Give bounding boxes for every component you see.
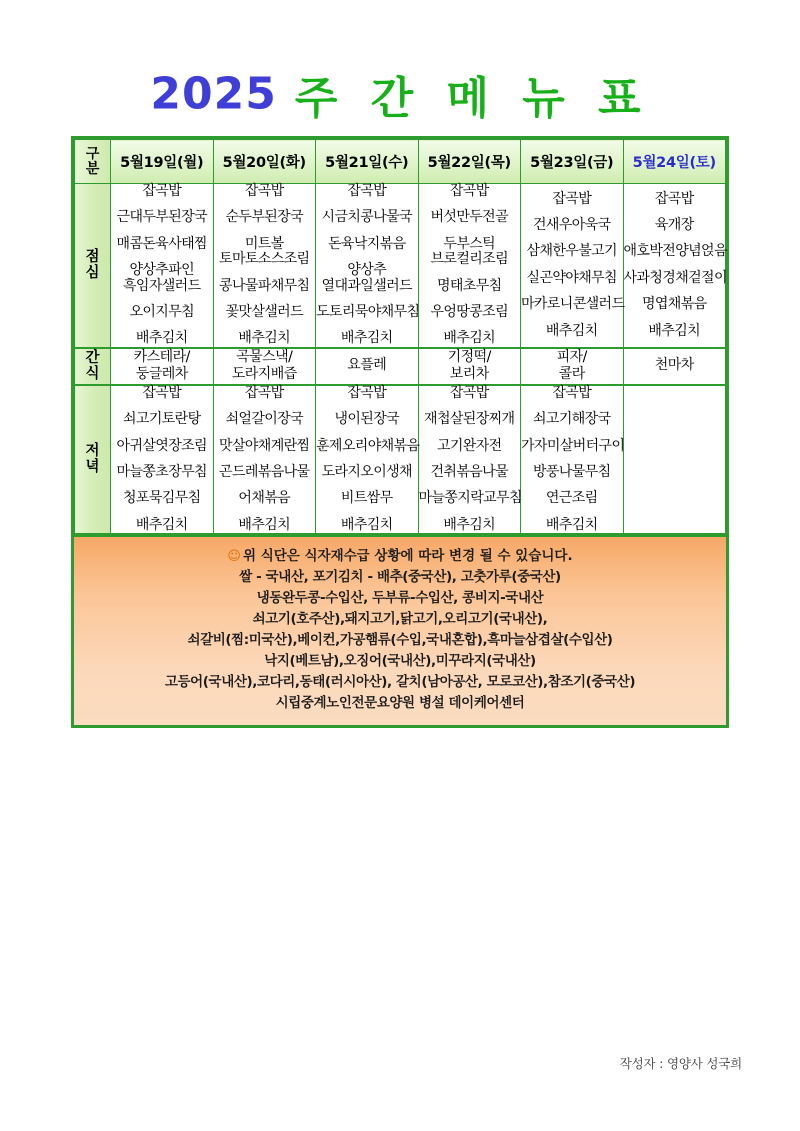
- weekly-menu-table-container: [71, 136, 729, 728]
- row-dinner: [75, 385, 726, 534]
- header-cell-wed: 5월21일(수): [316, 140, 419, 184]
- menu-item: 기정떡/ 보리차: [419, 349, 521, 384]
- menu-item: 버섯만두전골: [430, 209, 509, 226]
- menu-item: 우엉땅콩조림: [430, 303, 509, 320]
- gubun-line1: 구: [85, 145, 100, 162]
- menu-item: 도라지오이생채: [321, 463, 412, 480]
- row-label-lunch: [75, 184, 111, 348]
- notice-line-4: 쇠갈비(찜:미국산),베이컨,가공햄류(수입,국내혼합),흑마늘삼겹살(수입산): [187, 631, 613, 648]
- dinner-cell-tue: [213, 385, 316, 534]
- menu-item-line2: 콜라: [558, 366, 585, 383]
- menu-item: 마늘쫑지락교무침: [418, 490, 522, 507]
- menu-item: 배추김치: [238, 330, 291, 347]
- menu-item: 잡곡밥: [244, 384, 284, 401]
- menu-item: 잡곡밥: [142, 384, 182, 401]
- header-cell-gubun: [75, 140, 111, 184]
- menu-item: 명태초무침: [436, 277, 502, 294]
- dinner-cell-thu: [418, 385, 521, 534]
- dinner-cell-mon: [111, 385, 214, 534]
- row-label-dinner: [75, 385, 111, 534]
- notice-line-5: 낙지(베트남),오징어(국내산),미꾸라지(국내산): [264, 652, 536, 669]
- lunch-cell-thu: [418, 184, 521, 348]
- menu-item: 잡곡밥: [244, 183, 284, 199]
- header-cell-sat: 5월24일(토): [623, 140, 726, 184]
- menu-item: 청포묵김무침: [122, 490, 201, 507]
- snack-cell-sat: [623, 348, 726, 385]
- menu-item: 카스테라/ 둥글레차: [111, 349, 213, 384]
- menu-item: 배추김치: [443, 330, 496, 347]
- menu-item: 건새우아욱국: [532, 217, 611, 234]
- menu-item: 아귀살엿장조림: [116, 437, 207, 454]
- lunch-cell-sat: [623, 184, 726, 348]
- header-cell-tue: 5월20일(화): [213, 140, 316, 184]
- notice-line-0: [80, 546, 720, 567]
- menu-item: 쇠고기토란탕: [122, 411, 201, 428]
- menu-item: 곤드레볶음나물: [219, 463, 310, 480]
- snack-cell-tue: [213, 348, 316, 385]
- notice-line-2: 냉동완두콩-수입산, 두부류-수입산, 콩비지-국내산: [256, 590, 544, 607]
- menu-item: 잡곡밥: [654, 190, 694, 207]
- menu-item: 돈육낙지볶음: [327, 235, 406, 252]
- table-header-row: [75, 140, 726, 184]
- lunch-cell-mon: [111, 184, 214, 348]
- table-body: [75, 184, 726, 534]
- menu-item: 요플레: [347, 357, 387, 374]
- menu-item: 배추김치: [340, 516, 393, 533]
- notice-line-0-text: 위 식단은 식자재수급 상황에 따라 변경 될 수 있습니다.: [242, 548, 573, 565]
- title-main-text: 주 간 메 뉴 표: [294, 73, 650, 124]
- menu-item: 잡곡밥: [552, 384, 592, 401]
- title-year: 2025: [150, 68, 277, 120]
- weekly-menu-table: [74, 139, 726, 534]
- menu-item-line2: 열대과일샐러드: [321, 277, 412, 294]
- smiley-icon: ☺: [227, 549, 241, 565]
- menu-item: 콩나물파채무침: [219, 277, 310, 294]
- snack-cell-fri: [521, 348, 624, 385]
- menu-item: 잡곡밥: [142, 183, 182, 199]
- menu-item: 잡곡밥: [449, 384, 489, 401]
- menu-item: 마늘쫑초장무침: [116, 463, 207, 480]
- menu-item: 잡곡밥: [552, 190, 592, 207]
- menu-item: 배추김치: [545, 516, 598, 533]
- dinner-cell-wed: [316, 385, 419, 534]
- menu-item: 육개장: [654, 217, 694, 234]
- menu-item: 마카로니콘샐러드: [521, 296, 625, 313]
- menu-item: 배추김치: [340, 330, 393, 347]
- origin-notice-block: [74, 534, 726, 725]
- lunch-cell-wed: [316, 184, 419, 348]
- lunch-cell-tue: [213, 184, 316, 348]
- menu-item: 방풍나물무침: [532, 463, 611, 480]
- menu-item: 도토리묵야채무침: [316, 303, 420, 320]
- menu-item: 고기완자전: [436, 437, 502, 454]
- menu-item: 배추김치: [545, 322, 598, 339]
- menu-item: 잡곡밥: [449, 183, 489, 199]
- menu-item: 삼채한우불고기: [526, 243, 617, 260]
- menu-item: 쇠고기해장국: [532, 411, 611, 428]
- menu-item: 명엽채볶음: [641, 296, 707, 313]
- notice-line-7: 시립중계노인전문요양원 병설 데이케어센터: [275, 694, 525, 711]
- table-header: [75, 140, 726, 184]
- snack-cell-wed: [316, 348, 419, 385]
- gubun-line2: 분: [85, 160, 100, 177]
- menu-item: 잡곡밥: [347, 384, 387, 401]
- menu-item: 쇠얼갈이장국: [225, 411, 304, 428]
- lunch-cell-fri: [521, 184, 624, 348]
- menu-item: 순두부된장국: [225, 209, 304, 226]
- dinner-cell-fri: [521, 385, 624, 534]
- menu-item: 애호박전양념얹음: [623, 243, 727, 260]
- menu-item: 양상추파인 흑임자샐러드: [111, 263, 213, 294]
- menu-item: 근대두부된장국: [116, 209, 207, 226]
- menu-item: 사과청경채겉절이: [623, 269, 727, 286]
- row-label-snack-line2: 식: [85, 366, 100, 383]
- menu-item-line2: 둥글레차: [135, 366, 188, 383]
- menu-item: 잡곡밥: [347, 183, 387, 199]
- menu-item: 냉이된장국: [334, 411, 400, 428]
- menu-item: 배추김치: [238, 516, 291, 533]
- snack-cell-thu: [418, 348, 521, 385]
- header-cell-mon: 5월19일(월): [111, 140, 214, 184]
- menu-item: 곡물스낵/ 도라지배즙: [214, 349, 316, 384]
- menu-item: 시금치콩나물국: [321, 209, 412, 226]
- dinner-cell-sat: [623, 385, 726, 534]
- menu-item: 훈제오리야채볶음: [316, 437, 420, 454]
- row-snack: [75, 348, 726, 385]
- row-label-snack-line1: 간: [85, 350, 100, 366]
- header-cell-thu: 5월22일(목): [418, 140, 521, 184]
- notice-line-6: 고등어(국내산),코다리,동태(러시아산), 갈치(남아공산, 모로코산),참조기(중국산): [164, 673, 636, 690]
- menu-item: 배추김치: [443, 516, 496, 533]
- menu-item: 꽃맛살샐러드: [225, 303, 304, 320]
- row-lunch: [75, 184, 726, 348]
- menu-item: 재첩살된장찌개: [424, 411, 515, 428]
- menu-item: 두부스틱 브로컬리조림: [419, 237, 521, 268]
- menu-item-line2: 보리차: [449, 366, 489, 383]
- page-title: [0, 0, 800, 136]
- snack-cell-mon: [111, 348, 214, 385]
- menu-item: 연근조림: [545, 490, 598, 507]
- menu-item: 배추김치: [135, 330, 188, 347]
- menu-item: 매콤돈육사태찜: [116, 235, 207, 252]
- menu-item-line2: 도라지배즙: [231, 366, 297, 383]
- row-label-lunch-line1: 점: [85, 249, 100, 266]
- menu-item: 피자/ 콜라: [521, 349, 623, 384]
- menu-item: 비트쌈무: [340, 490, 393, 507]
- menu-item: 실곤약야채무침: [526, 269, 617, 286]
- notice-line-1: 쌀 - 국내산, 포기김치 - 배추(중국산), 고춧가루(중국산): [239, 569, 561, 586]
- menu-item: 어채볶음: [238, 490, 291, 507]
- menu-item-line2: 브로컬리조림: [430, 251, 509, 268]
- header-cell-fri: 5월23일(금): [521, 140, 624, 184]
- menu-item: 건취볶음나물: [430, 463, 509, 480]
- menu-item: 가자미살버터구이: [521, 437, 625, 454]
- menu-item: 배추김치: [648, 322, 701, 339]
- notice-line-3: 쇠고기(호주산),돼지고기,닭고기,오리고기(국내산),: [252, 611, 548, 628]
- row-label-dinner-line1: 저: [85, 443, 100, 460]
- menu-item: 미트볼 토마토소스조림: [214, 237, 316, 268]
- menu-item-line2: 흑임자샐러드: [122, 277, 201, 294]
- menu-item: 맛살야채계란찜: [219, 437, 310, 454]
- menu-item: 배추김치: [135, 516, 188, 533]
- menu-item-line2: 토마토소스조림: [219, 251, 310, 268]
- row-label-snack: [75, 348, 111, 385]
- author-credit: 작성자 : 영양사 성국희: [619, 1056, 742, 1071]
- row-label-lunch-line2: 심: [85, 265, 100, 282]
- row-label-dinner-line2: 녁: [85, 459, 100, 476]
- menu-item: 천마차: [654, 357, 694, 374]
- menu-item: 오이지무침: [129, 303, 195, 320]
- menu-item: 양상추 열대과일샐러드: [316, 263, 418, 294]
